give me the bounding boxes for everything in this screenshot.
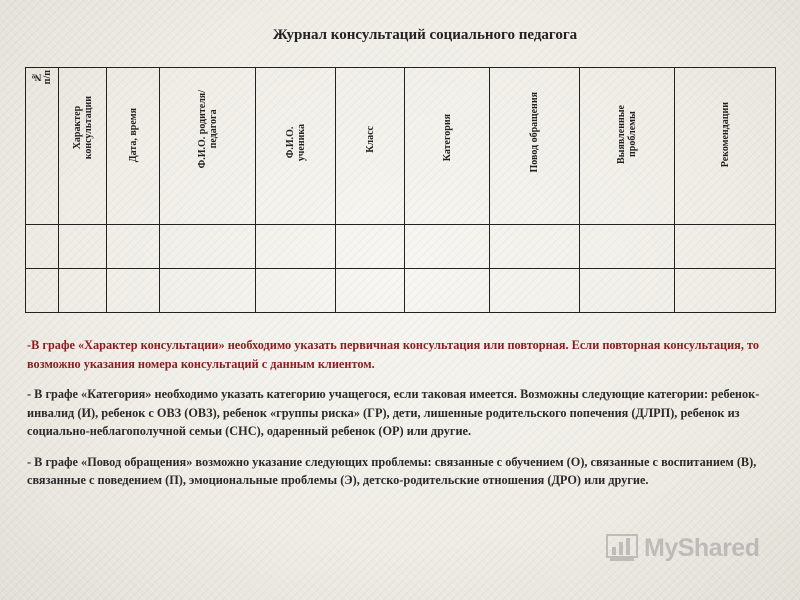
page-title: Журнал консультаций социального педагога	[272, 27, 578, 43]
note-category: - В графе «Категория» необходимо указать категорию учащегося, если таковая имеется. Возможны следующие категории: ребенок-инвалид (И), ребенок с ОВЗ (ОВЗ), ребенок «группы риска» (ГР), дети, лишенные родительского попечения (ДЛРП), ребенок из социально-неблагополучной семьи (СНС), одаренный ребенок (ОР) или другие.	[27, 387, 760, 438]
header-cell-problems	[580, 68, 675, 225]
header-cell-date	[107, 68, 160, 225]
table-cell[interactable]	[675, 225, 776, 269]
table-cell[interactable]	[256, 269, 336, 313]
note-reason: - В графе «Повод обращения» возможно указание следующих проблемы: связанные с обучением (О), связанные с воспитанием (В), связанные с поведением (П), эмоциональные проблемы (Э), детско-родительские отношения (ДРО) или другие.	[27, 454, 757, 487]
table-cell[interactable]	[336, 225, 405, 269]
table-cell[interactable]	[59, 225, 107, 269]
header-cell-recommendations	[675, 68, 776, 225]
table-cell[interactable]	[107, 225, 160, 269]
table-cell[interactable]	[675, 269, 776, 313]
table-header-row	[26, 68, 776, 225]
header-label: Характер консультации	[71, 96, 94, 160]
consultation-journal-table	[25, 67, 776, 313]
header-label: Ф.И.О. родителя/ педагога	[196, 90, 219, 169]
table-cell[interactable]	[256, 225, 336, 269]
table-cell[interactable]	[160, 225, 256, 269]
table-cell[interactable]	[59, 269, 107, 313]
header-cell-category	[405, 68, 490, 225]
header-cell-reason	[490, 68, 580, 225]
header-label: Выявленные проблемы	[616, 105, 638, 164]
bar-chart-icon	[606, 533, 640, 563]
header-label: Дата, время	[127, 108, 139, 163]
header-cell-parent-name	[160, 68, 256, 225]
watermark-logo	[606, 533, 759, 563]
instructions-block	[27, 336, 762, 502]
header-cell-type	[59, 68, 107, 225]
table-cell[interactable]	[26, 269, 59, 313]
table-cell[interactable]	[580, 225, 675, 269]
header-cell-number	[26, 68, 59, 225]
header-label: Повод обращения	[529, 92, 540, 173]
header-label: Категория	[441, 114, 453, 162]
table-cell[interactable]	[160, 269, 256, 313]
note-consultation-type: -В графе «Характер консультации» необходимо указать первичная консультация или повторная. Если повторная консультация, то возможно указания номера консультаций с данным клиентом.	[27, 338, 760, 371]
header-label: Класс	[364, 126, 376, 153]
table-cell[interactable]	[405, 269, 490, 313]
table-row	[26, 225, 776, 269]
table-cell[interactable]	[336, 269, 405, 313]
table-cell[interactable]	[107, 269, 160, 313]
header-label: Рекомендации	[719, 102, 731, 168]
table-row	[26, 269, 776, 313]
header-cell-student-name	[256, 68, 336, 225]
table-cell[interactable]	[405, 225, 490, 269]
table-cell[interactable]	[490, 225, 580, 269]
logo-text: MyShared	[644, 533, 760, 562]
table-cell[interactable]	[490, 269, 580, 313]
table-cell[interactable]	[580, 269, 675, 313]
header-cell-class	[336, 68, 405, 225]
table-cell[interactable]	[26, 225, 59, 269]
header-label: № п/п	[31, 70, 53, 85]
header-label: Ф.И.О. ученика	[284, 124, 307, 162]
